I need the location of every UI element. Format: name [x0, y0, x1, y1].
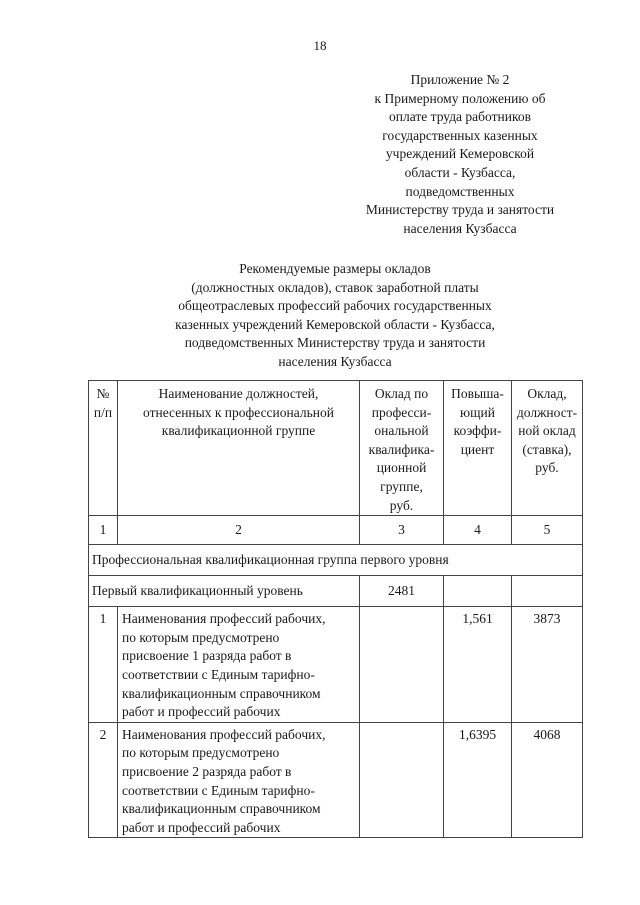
header-text: квалификационной группе — [161, 423, 316, 439]
title-line: подведомственных Министерству труда и занятости — [184, 335, 486, 351]
column-number: 3 — [360, 516, 444, 545]
level-label: Первый квалификационный уровень — [89, 576, 360, 607]
table-row — [89, 607, 583, 723]
header-text: професси- — [371, 404, 432, 420]
table-header-row — [89, 381, 583, 516]
header-position — [118, 381, 360, 516]
appendix-line: оплате труда работников — [389, 109, 531, 125]
header-rate — [512, 381, 583, 516]
header-number — [89, 381, 118, 516]
header-text: Оклад, — [527, 386, 567, 401]
header-text: группе, — [380, 478, 423, 494]
column-number: 4 — [444, 516, 512, 545]
page-number: 18 — [313, 38, 327, 53]
appendix-line: к Примерному положению об — [374, 90, 546, 106]
header-text: п/п — [93, 404, 113, 420]
header-text: Повыша- — [451, 386, 504, 401]
description-line: соответствии с Единым тарифно- — [122, 782, 315, 798]
column-number: 1 — [89, 516, 118, 545]
header-text: квалифика- — [368, 441, 435, 457]
appendix-line: населения Кузбасса — [403, 220, 517, 236]
header-text: № — [96, 386, 110, 401]
title-line: казенных учреждений Кемеровской области - Кузбасса, — [175, 316, 495, 332]
header-text: руб. — [389, 497, 414, 513]
header-text: Оклад по — [374, 386, 429, 401]
title-line: общеотраслевых профессий рабочих государственных — [178, 298, 492, 314]
title-line: Рекомендуемые размеры окладов — [239, 261, 431, 276]
header-text: ной оклад — [518, 423, 576, 439]
empty-cell — [360, 607, 444, 723]
group-row — [89, 545, 583, 576]
group-label: Профессиональная квалификационная группа первого уровня — [89, 545, 583, 576]
header-text: ональной — [374, 423, 429, 439]
appendix-line: области - Кузбасса, — [404, 164, 516, 180]
row-rate: 4068 — [512, 722, 583, 838]
description-line: присвоение 2 разряда работ в — [122, 763, 292, 779]
empty-cell — [512, 576, 583, 607]
column-number: 2 — [118, 516, 360, 545]
row-number: 2 — [89, 722, 118, 838]
table-row — [89, 722, 583, 838]
description-line: квалификационным справочником — [122, 801, 321, 817]
row-rate: 3873 — [512, 607, 583, 723]
header-text: коэффи- — [453, 423, 502, 439]
appendix-line: Министерству труда и занятости — [365, 202, 555, 218]
appendix-line: государственных казенных — [382, 127, 538, 143]
description-line: работ и профессий рабочих — [122, 704, 281, 720]
header-text: должност- — [516, 404, 578, 420]
level-salary: 2481 — [360, 576, 444, 607]
description-line: Наименования профессий рабочих, — [122, 726, 326, 742]
description-line: соответствии с Единым тарифно- — [122, 666, 315, 682]
appendix-line: подведомственных — [405, 183, 515, 199]
row-description — [118, 722, 360, 838]
description-line: Наименования профессий рабочих, — [122, 611, 326, 627]
level-row — [89, 576, 583, 607]
header-coefficient — [444, 381, 512, 516]
title-line: населения Кузбасса — [278, 353, 392, 369]
empty-cell — [444, 576, 512, 607]
appendix-reference — [330, 71, 590, 238]
empty-cell — [360, 722, 444, 838]
header-text: циент — [460, 441, 495, 457]
appendix-line: учреждений Кемеровской — [385, 146, 535, 162]
header-text: Наименование должностей, — [158, 386, 319, 401]
salary-table — [88, 380, 583, 838]
description-line: по которым предусмотрено — [122, 629, 280, 645]
column-number: 5 — [512, 516, 583, 545]
column-number-row — [89, 516, 583, 545]
appendix-line: Приложение № 2 — [410, 72, 510, 87]
row-number: 1 — [89, 607, 118, 723]
description-line: по которым предусмотрено — [122, 745, 280, 761]
header-text: (ставка), — [522, 441, 572, 457]
description-line: работ и профессий рабочих — [122, 819, 281, 835]
header-text: отнесенных к профессиональной — [143, 404, 334, 420]
document-title — [100, 260, 570, 372]
row-coefficient: 1,6395 — [444, 722, 512, 838]
row-description — [118, 607, 360, 723]
header-text: руб. — [535, 460, 559, 476]
title-line: (должностных окладов), ставок заработной платы — [191, 279, 479, 295]
description-line: квалификационным справочником — [122, 685, 321, 701]
header-text: ционной — [376, 460, 427, 476]
header-base-salary — [360, 381, 444, 516]
row-coefficient: 1,561 — [444, 607, 512, 723]
description-line: присвоение 1 разряда работ в — [122, 648, 292, 664]
header-text: ющий — [460, 404, 495, 420]
